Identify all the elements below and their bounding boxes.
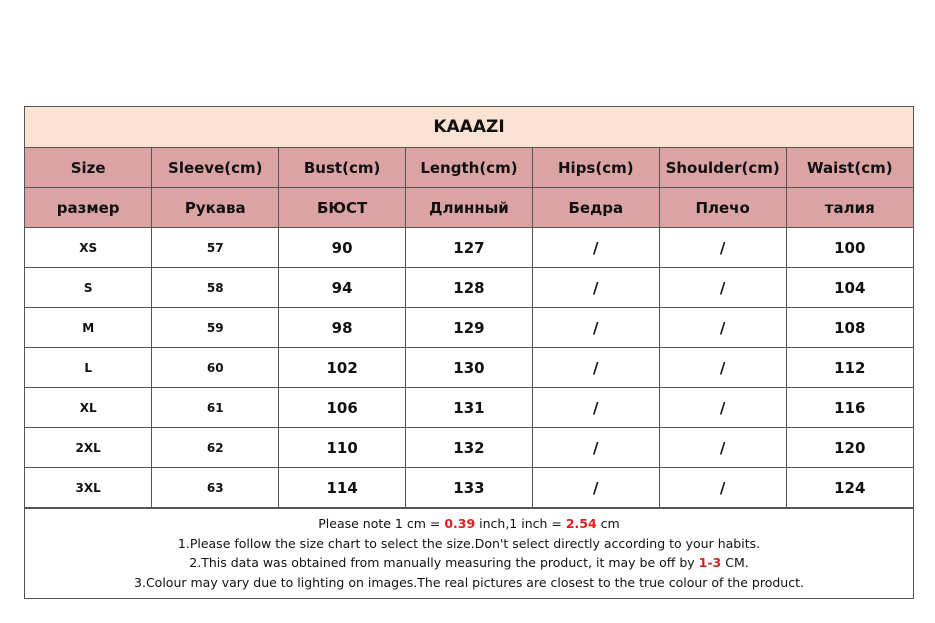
header-shoulder: Shoulder(cm) [659,148,786,188]
table-row [25,468,913,508]
size-chart [24,106,914,599]
table-cell: XL [25,388,152,428]
table-cell: / [659,348,786,388]
table-cell: 124 [786,468,913,508]
table-cell: 58 [152,268,279,308]
header-bust: Bust(cm) [279,148,406,188]
table-cell: XS [25,228,152,268]
header-size: Size [25,148,152,188]
table-cell: / [532,268,659,308]
table-cell: 120 [786,428,913,468]
table-cell: 114 [279,468,406,508]
table-row [25,348,913,388]
header-shoulder-ru: Плечо [659,188,786,228]
table-cell: 94 [279,268,406,308]
table-row [25,428,913,468]
table-cell: / [532,428,659,468]
table-cell: 57 [152,228,279,268]
table-cell: 2XL [25,428,152,468]
header-sleeve-ru: Рукава [152,188,279,228]
table-cell: 98 [279,308,406,348]
table-cell: 61 [152,388,279,428]
table-cell: 102 [279,348,406,388]
table-cell: / [532,228,659,268]
table-cell: / [532,348,659,388]
header-hips-ru: Бедра [532,188,659,228]
header-row-russian [25,188,913,228]
header-hips: Hips(cm) [532,148,659,188]
header-waist: Waist(cm) [786,148,913,188]
table-cell: 129 [406,308,533,348]
table-cell: S [25,268,152,308]
table-cell: 131 [406,388,533,428]
table-cell: 59 [152,308,279,348]
table-cell: / [532,388,659,428]
table-cell: 116 [786,388,913,428]
note-conversion [25,514,913,534]
table-cell: 90 [279,228,406,268]
table-cell: 106 [279,388,406,428]
table-cell: 63 [152,468,279,508]
header-sleeve: Sleeve(cm) [152,148,279,188]
header-waist-ru: талия [786,188,913,228]
note-conversion-inch-value: 0.39 [444,516,476,531]
table-cell: 100 [786,228,913,268]
table-cell: / [532,308,659,348]
note-2 [25,553,913,573]
header-bust-ru: БЮСТ [279,188,406,228]
table-cell: 112 [786,348,913,388]
table-cell: 132 [406,428,533,468]
table-cell: 60 [152,348,279,388]
header-length: Length(cm) [406,148,533,188]
table-cell: / [659,308,786,348]
table-cell: / [659,228,786,268]
note-1: 1.Please follow the size chart to select the size.Don't select directly according to your habits. [177,535,761,551]
table-cell: / [659,468,786,508]
table-cell: / [659,388,786,428]
table-cell: 110 [279,428,406,468]
note-conversion-text-2: inch,1 inch = [475,516,566,531]
note-2-text: 2.This data was obtained from manually measuring the product, it may be off by [189,555,699,570]
table-cell: 108 [786,308,913,348]
table-row [25,308,913,348]
table-cell: 133 [406,468,533,508]
header-row-english [25,148,913,188]
table-cell: 104 [786,268,913,308]
header-size-ru: размер [25,188,152,228]
table-cell: / [659,268,786,308]
table-row [25,388,913,428]
size-table [25,148,913,508]
table-cell: M [25,308,152,348]
table-cell: 62 [152,428,279,468]
brand-title: KAAAZI [25,107,913,148]
note-conversion-text: Please note 1 cm = [318,516,445,531]
table-cell: L [25,348,152,388]
table-cell: 3XL [25,468,152,508]
table-cell: 130 [406,348,533,388]
note-2-error-range: 1-3 [698,555,722,570]
table-row [25,228,913,268]
note-conversion-unit: cm [596,516,620,531]
table-cell: / [532,468,659,508]
header-length-ru: Длинный [406,188,533,228]
table-cell: 128 [406,268,533,308]
note-conversion-cm-value: 2.54 [565,516,597,531]
note-3: 3.Colour may vary due to lighting on images.The real pictures are closest to the true colour of the product. [134,574,804,590]
note-2-unit: CM. [721,555,749,570]
size-table-body [25,148,913,508]
table-row [25,268,913,308]
table-cell: / [659,428,786,468]
table-cell: 127 [406,228,533,268]
size-notes [25,508,913,598]
